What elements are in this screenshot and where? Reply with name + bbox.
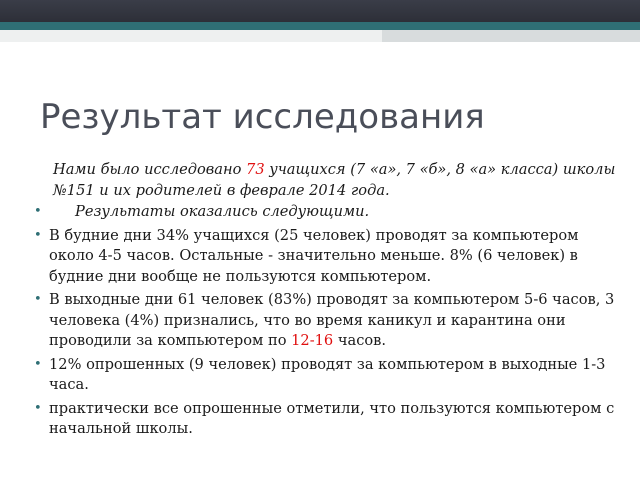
- list-item-text: В будние дни 34% учащихся (25 человек) проводят за компьютером около 4-5 часов. Остальные - значительно меньше. 8% (6 человек) в будние дни вообще не пользуются компьютером.: [49, 226, 579, 285]
- intro-highlight-number: 73: [246, 161, 265, 178]
- bullet-icon: •: [34, 400, 42, 416]
- list-item-text: практически все опрошенные отметили, что пользуются компьютером с начальной школы.: [49, 399, 615, 437]
- header-band-dark: [0, 0, 640, 22]
- weekends-highlight-hours: 12-16: [291, 332, 334, 349]
- intro-paragraph: [34, 160, 616, 201]
- list-item-twelve-percent: [34, 355, 616, 396]
- header-band-teal: [0, 22, 640, 30]
- list-item-weekends: [34, 290, 616, 352]
- slide-body: [34, 160, 616, 443]
- list-item-text: 12% опрошенных (9 человек) проводят за компьютером в выходные 1-3 часа.: [49, 355, 606, 393]
- list-item-weekdays: [34, 226, 616, 288]
- header-divider: [0, 42, 640, 44]
- header-band-accent: [382, 30, 640, 42]
- bullet-icon: •: [34, 292, 42, 307]
- list-item-results: [34, 202, 616, 223]
- intro-text-before: Нами было исследовано: [53, 161, 247, 178]
- list-item-text: Результаты оказались следующими.: [75, 203, 370, 220]
- list-item-text: [49, 290, 616, 352]
- bullet-icon: •: [34, 356, 42, 372]
- bullet-icon: •: [34, 204, 42, 219]
- bullet-icon: •: [34, 227, 42, 243]
- list-item-primary-school: [34, 399, 616, 440]
- weekends-text-after: часов.: [333, 332, 387, 349]
- intro-text-after: учащихся (7 «а», 7 «б», 8 «а» класса) школы №151 и их родителей в феврале 2014 года.: [53, 161, 616, 199]
- slide-title: Результат исследования: [40, 97, 485, 137]
- weekends-text-before: В выходные дни 61 человек (83%) проводят за компьютером 5-6 часов, 3 человека (4%) признались, что во время каникул и карантина они проводили за компьютером по: [49, 291, 615, 349]
